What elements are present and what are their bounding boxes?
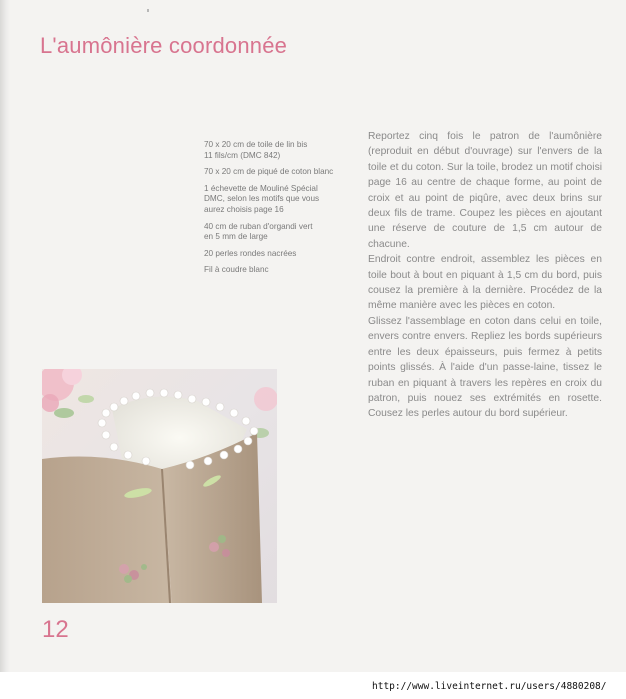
materials-list: [204, 140, 354, 282]
material-item: 70 x 20 cm de toile de lin bis 11 fils/cm (DMC 842): [204, 140, 308, 160]
instruction-paragraph: Endroit contre endroit, assemblez les pièces en toile bout à bout en piquant à 1,5 cm du bord, puis cousez la première à la dernière. Procédez de la même manière avec les pièces en coton.: [368, 254, 602, 312]
material-item: 70 x 20 cm de piqué de coton blanc: [204, 167, 334, 177]
material-item: 1 échevette de Mouliné Spécial DMC, selon les motifs que vous aurez choisis page 16: [204, 183, 320, 214]
material-item: 40 cm de ruban d'organdi vert en 5 mm de large: [204, 221, 313, 242]
watermark-url[interactable]: http://www.liveinternet.ru/users/4880208/: [372, 681, 607, 692]
material-item: Fil à coudre blanc: [204, 265, 269, 275]
page-spine-shadow: [0, 0, 10, 699]
instructions-text: [368, 129, 602, 422]
material-item: 20 perles rondes nacrées: [204, 248, 297, 258]
pouch-photo: [42, 369, 277, 603]
instruction-paragraph: Reportez cinq fois le patron de l'aumônière (reproduit en début d'ouvrage) sur l'envers de la toile et du coton. Sur la toile, brodez un motif choisi page 16 au centre de chaque forme, au point de croix et au point de piqûre, avec deux brins sur deux fils de trame. Coupez les pièces en ajoutant une réserve de couture de 1,5 cm autour de chacune.: [368, 131, 602, 250]
scan-speck: [147, 9, 149, 12]
page-number: 12: [42, 616, 69, 643]
page-title: L'aumônière coordonnée: [40, 33, 288, 58]
instruction-paragraph: Glissez l'assemblage en coton dans celui en toile, envers contre envers. Repliez les bords supérieurs entre les deux épaisseurs, puis fermez à petits points glissés. À l'aide d'un passe-laine, tissez le ruban en piquant à travers les repères en croix du patron, puis nouez ses extrémités en rosette. Cousez les perles autour du bord supérieur.: [368, 315, 602, 420]
